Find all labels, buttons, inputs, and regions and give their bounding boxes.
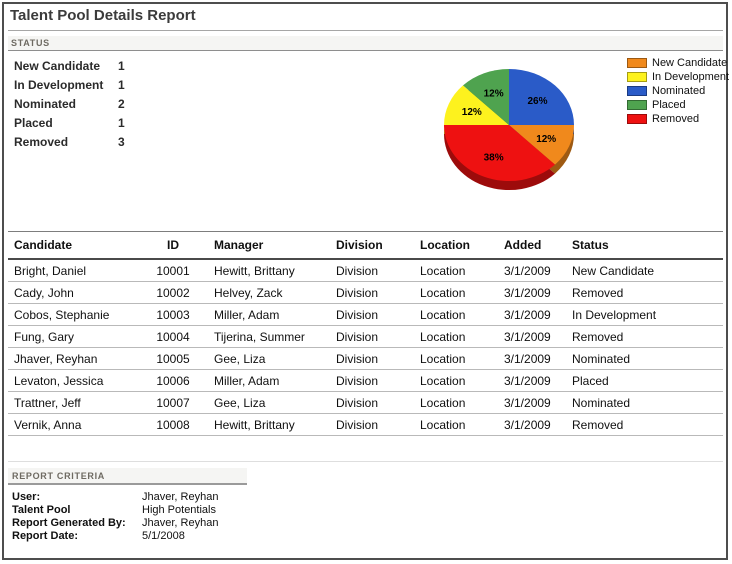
status-summary-label: Placed <box>14 116 53 130</box>
table-cell-added: 3/1/2009 <box>498 259 566 282</box>
table-cell-added: 3/1/2009 <box>498 392 566 414</box>
criteria-row <box>12 504 218 517</box>
table-cell-manager: Hewitt, Brittany <box>208 414 330 436</box>
legend-item-label: New Candidate <box>652 57 728 69</box>
pie-percent-label-removed: 38% <box>483 152 504 164</box>
status-summary-count: 2 <box>118 97 125 111</box>
status-pie-chart <box>441 65 581 199</box>
legend-color-swatch <box>627 114 647 124</box>
table-cell-candidate: Vernik, Anna <box>8 414 138 436</box>
table-row <box>8 326 723 348</box>
legend-item-nominated <box>627 84 729 98</box>
report-criteria-list <box>12 491 218 543</box>
pie-percent-label-placed: 12% <box>483 88 504 100</box>
table-cell-id: 10004 <box>138 326 208 348</box>
table-cell-added: 3/1/2009 <box>498 348 566 370</box>
table-cell-id: 10006 <box>138 370 208 392</box>
status-summary-count: 1 <box>118 59 125 73</box>
table-cell-manager: Gee, Liza <box>208 348 330 370</box>
criteria-row <box>12 530 218 543</box>
status-section-header: STATUS <box>8 36 723 51</box>
column-header-id: ID <box>138 232 208 260</box>
table-cell-candidate: Cobos, Stephanie <box>8 304 138 326</box>
candidates-table <box>8 231 723 436</box>
chart-legend <box>627 56 729 126</box>
legend-color-swatch <box>627 100 647 110</box>
table-row <box>8 392 723 414</box>
criteria-value: High Potentials <box>142 504 216 516</box>
report-criteria-section-header: REPORT CRITERIA <box>8 468 247 485</box>
status-summary-row-in-development <box>14 76 125 95</box>
column-header-division: Division <box>330 232 414 260</box>
table-cell-division: Division <box>330 304 414 326</box>
criteria-label: Report Generated By: <box>12 517 126 529</box>
legend-item-label: Removed <box>652 113 700 125</box>
legend-item-removed <box>627 112 729 126</box>
table-cell-added: 3/1/2009 <box>498 414 566 436</box>
status-summary-label: In Development <box>14 78 104 92</box>
table-cell-candidate: Cady, John <box>8 282 138 304</box>
status-summary-row-removed <box>14 133 125 152</box>
status-summary-row-new-candidate <box>14 57 125 76</box>
table-row <box>8 348 723 370</box>
criteria-value: Jhaver, Reyhan <box>142 517 219 529</box>
table-cell-manager: Tijerina, Summer <box>208 326 330 348</box>
table-cell-division: Division <box>330 370 414 392</box>
table-row <box>8 304 723 326</box>
table-cell-location: Location <box>414 304 498 326</box>
table-cell-location: Location <box>414 259 498 282</box>
status-summary-count: 1 <box>118 116 125 130</box>
table-cell-id: 10005 <box>138 348 208 370</box>
table-row <box>8 414 723 436</box>
column-header-candidate: Candidate <box>8 232 138 260</box>
table-cell-location: Location <box>414 392 498 414</box>
table-cell-division: Division <box>330 282 414 304</box>
table-cell-status: Removed <box>566 326 723 348</box>
legend-item-new-candidate <box>627 56 729 70</box>
legend-item-label: Placed <box>652 99 686 111</box>
table-cell-status: Nominated <box>566 392 723 414</box>
table-cell-status: Removed <box>566 414 723 436</box>
table-cell-candidate: Fung, Gary <box>8 326 138 348</box>
table-cell-id: 10007 <box>138 392 208 414</box>
table-cell-id: 10001 <box>138 259 208 282</box>
legend-item-in-development <box>627 70 729 84</box>
table-row <box>8 370 723 392</box>
column-header-location: Location <box>414 232 498 260</box>
status-summary-row-nominated <box>14 95 125 114</box>
pie-percent-label-nominated: 26% <box>527 95 548 107</box>
status-summary-label: Nominated <box>14 97 77 111</box>
status-summary-label: Removed <box>14 135 69 149</box>
table-cell-location: Location <box>414 414 498 436</box>
table-cell-division: Division <box>330 392 414 414</box>
table-cell-manager: Helvey, Zack <box>208 282 330 304</box>
candidates-table-body <box>8 259 723 436</box>
table-cell-id: 10002 <box>138 282 208 304</box>
criteria-label: User: <box>12 491 41 503</box>
table-header-row <box>8 232 723 260</box>
table-cell-candidate: Trattner, Jeff <box>8 392 138 414</box>
pie-percent-label-new-candidate: 12% <box>536 133 557 145</box>
table-cell-status: Removed <box>566 282 723 304</box>
pie-percent-label-in-development: 12% <box>461 107 482 119</box>
criteria-label: Report Date: <box>12 530 79 542</box>
status-summary-row-placed <box>14 114 125 133</box>
table-cell-status: Placed <box>566 370 723 392</box>
candidates-table-header <box>8 232 723 260</box>
table-cell-division: Division <box>330 326 414 348</box>
page-title: Talent Pool Details Report <box>10 7 196 24</box>
table-cell-manager: Miller, Adam <box>208 304 330 326</box>
table-cell-candidate: Jhaver, Reyhan <box>8 348 138 370</box>
table-cell-manager: Hewitt, Brittany <box>208 259 330 282</box>
table-cell-manager: Miller, Adam <box>208 370 330 392</box>
column-header-manager: Manager <box>208 232 330 260</box>
table-cell-location: Location <box>414 348 498 370</box>
legend-color-swatch <box>627 72 647 82</box>
criteria-row <box>12 517 218 530</box>
status-summary-count: 1 <box>118 78 125 92</box>
table-cell-location: Location <box>414 282 498 304</box>
table-cell-location: Location <box>414 370 498 392</box>
table-cell-division: Division <box>330 259 414 282</box>
table-cell-added: 3/1/2009 <box>498 370 566 392</box>
title-divider <box>8 30 723 31</box>
table-cell-candidate: Bright, Daniel <box>8 259 138 282</box>
status-summary-label: New Candidate <box>14 59 101 73</box>
table-cell-added: 3/1/2009 <box>498 304 566 326</box>
legend-color-swatch <box>627 58 647 68</box>
status-summary-list <box>14 57 125 152</box>
column-header-added: Added <box>498 232 566 260</box>
table-cell-status: Nominated <box>566 348 723 370</box>
legend-item-placed <box>627 98 729 112</box>
table-cell-id: 10008 <box>138 414 208 436</box>
criteria-value: Jhaver, Reyhan <box>142 491 219 503</box>
column-header-status: Status <box>566 232 723 260</box>
legend-item-label: In Development <box>652 71 730 83</box>
criteria-row <box>12 491 218 504</box>
table-cell-division: Division <box>330 348 414 370</box>
table-cell-added: 3/1/2009 <box>498 326 566 348</box>
table-cell-added: 3/1/2009 <box>498 282 566 304</box>
table-cell-status: In Development <box>566 304 723 326</box>
table-cell-manager: Gee, Liza <box>208 392 330 414</box>
table-row <box>8 259 723 282</box>
table-cell-status: New Candidate <box>566 259 723 282</box>
table-row <box>8 282 723 304</box>
table-cell-location: Location <box>414 326 498 348</box>
table-cell-division: Division <box>330 414 414 436</box>
criteria-value: 5/1/2008 <box>142 530 185 542</box>
status-summary-count: 3 <box>118 135 125 149</box>
table-cell-id: 10003 <box>138 304 208 326</box>
criteria-section-divider <box>8 461 723 462</box>
legend-item-label: Nominated <box>652 85 706 97</box>
legend-color-swatch <box>627 86 647 96</box>
table-cell-candidate: Levaton, Jessica <box>8 370 138 392</box>
criteria-label: Talent Pool <box>12 504 71 516</box>
